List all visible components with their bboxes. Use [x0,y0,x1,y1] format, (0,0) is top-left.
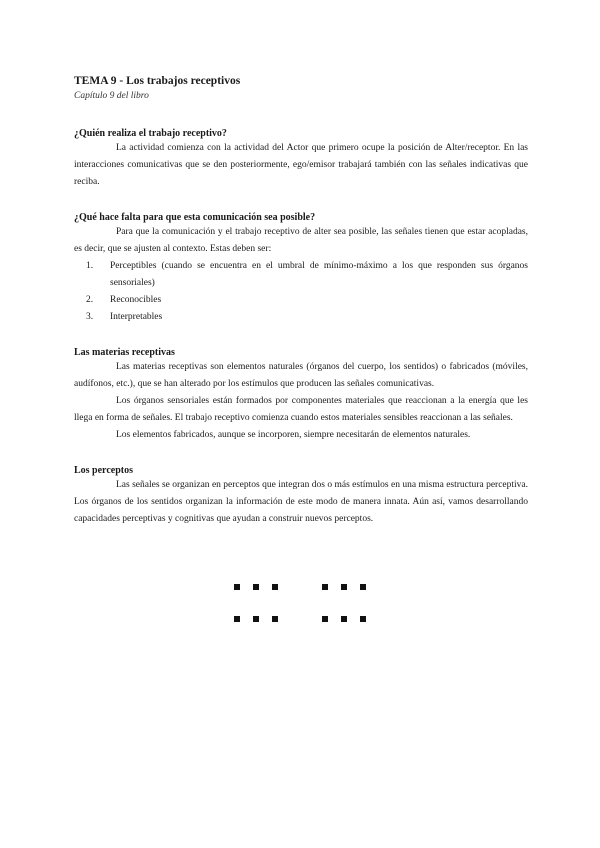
section-heading: ¿Quién realiza el trabajo receptivo? [74,128,227,139]
section-heading: Los perceptos [74,465,133,476]
list-number: 3. [86,312,94,322]
page-subtitle: Capítulo 9 del libro [74,91,149,101]
requirements-list [74,258,528,326]
section-que-hace-falta [74,211,528,326]
paragraph: La actividad comienza con la actividad del Actor que primero ocupe la posición de Alter/receptor. En las interacciones comunicativas que se den posteriormente, ego/emisor trabajará también con las señales indicativas que reciba. [74,143,528,187]
square-2-3 [360,584,366,590]
list-item [74,292,528,309]
square-1-3 [272,584,278,590]
paragraph: Los órganos sensoriales están formados por componentes materiales que reaccionan a la energía que les llega en forma de señales. El trabajo receptivo comienza cuando estos materiales sensibles reaccionan a las señales. [74,396,528,423]
square-2-1 [322,584,328,590]
square-3-3 [272,616,278,622]
square-1-1 [234,584,240,590]
list-text: Perceptibles (cuando se encuentra en el umbral de mínimo-máximo a los que responden sus órganos sensoriales) [110,261,528,288]
square-2-2 [341,584,347,590]
paragraph: Las señales se organizan en perceptos que integran dos o más estímulos en una misma estructura perceptiva. Los órganos de los sentidos organizan la información de este modo de manera innata. Aún así, vamos desarrollando capacidades perceptivas y cognitivas que ayudan a construir nuevos perceptos. [74,480,528,524]
list-text: Reconocibles [110,295,162,305]
list-item [74,309,528,326]
section-materias [74,346,528,444]
list-number: 2. [86,295,94,305]
section-heading: Las materias receptivas [74,347,175,358]
list-number: 1. [86,261,94,271]
square-4-1 [322,616,328,622]
paragraph: Las materias receptivas son elementos naturales (órganos del cuerpo, los sentidos) o fabricados (móviles, audífonos, etc.), que se han alterado por los estímulos que producen las señales comunicativas. [74,362,528,389]
list-text: Interpretables [110,312,163,322]
section-heading: ¿Qué hace falta para que esta comunicación sea posible? [74,212,316,223]
list-item [74,258,528,292]
square-3-1 [234,616,240,622]
paragraph: Para que la comunicación y el trabajo receptivo de alter sea posible, las señales tienen que estar acopladas, es decir, que se ajusten al contexto. Estas deben ser: [74,227,528,254]
square-1-2 [253,584,259,590]
section-perceptos [74,464,528,528]
document-content [74,74,528,528]
square-3-2 [253,616,259,622]
section-quien [74,127,528,191]
paragraph: Los elementos fabricados, aunque se incorporen, siempre necesitarán de elementos naturales. [116,430,471,440]
square-4-2 [341,616,347,622]
square-4-3 [360,616,366,622]
page-title: TEMA 9 - Los trabajos receptivos [74,75,241,87]
